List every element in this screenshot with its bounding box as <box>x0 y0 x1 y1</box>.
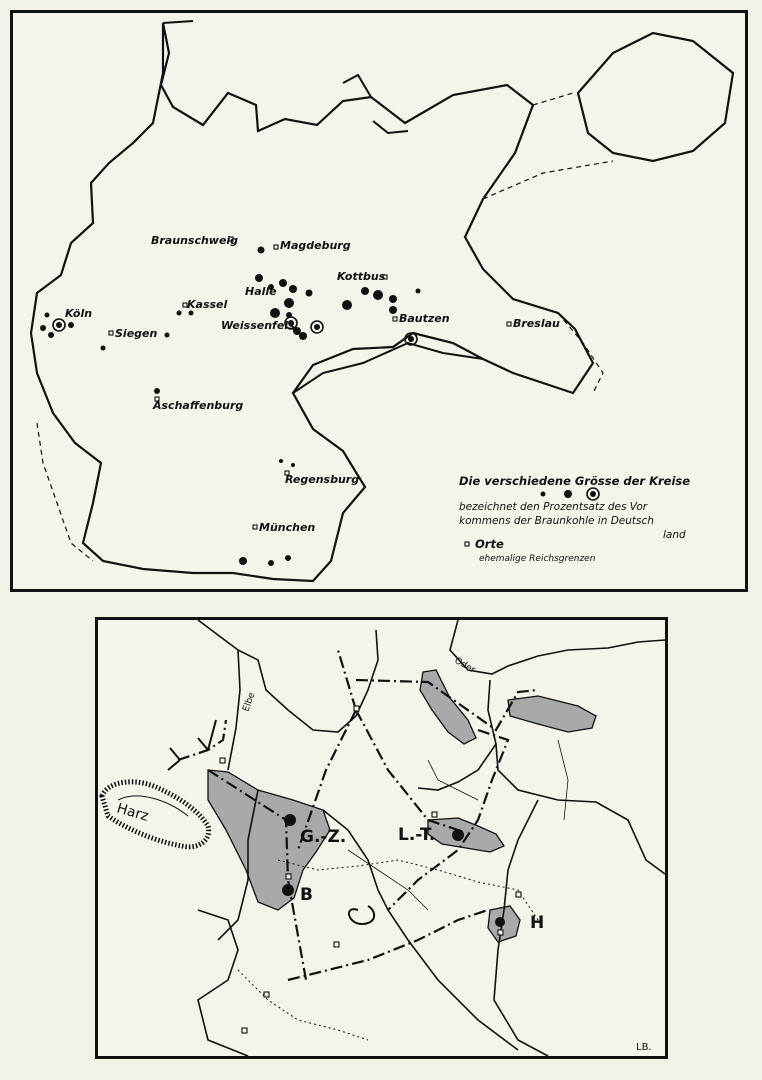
route-line <box>178 720 226 760</box>
deposit-dot <box>291 463 295 467</box>
legend <box>459 474 690 564</box>
coalfields-map-svg <box>98 620 665 1056</box>
deposit-dot <box>299 332 307 340</box>
region-label-h: H <box>530 913 545 933</box>
deposit-dot <box>279 279 287 287</box>
place-marker <box>498 930 503 935</box>
city-label-kottbus: Kottbus <box>337 270 386 283</box>
deposit-dot <box>342 300 352 310</box>
city-label-breslau: Breslau <box>513 317 560 330</box>
deposit-dot <box>279 459 283 463</box>
artist-signature: LB. <box>636 1042 652 1053</box>
city-marker <box>274 245 278 249</box>
germany-map-svg <box>13 13 745 589</box>
branch-line <box>168 720 216 770</box>
river-label-elbe: Elbe <box>241 691 258 714</box>
city-label-koeln: Köln <box>65 307 93 320</box>
legend-places-label: Orte <box>475 537 504 551</box>
legend-dot-medium <box>564 490 572 498</box>
deposit-dot <box>45 313 50 318</box>
city-label-magdeburg: Magdeburg <box>280 239 351 252</box>
deposit-dot <box>306 290 313 297</box>
deposit-dot <box>101 346 106 351</box>
region-label-lt: L.-T. <box>398 825 436 845</box>
deposit-dot <box>255 274 263 282</box>
north-coast <box>163 21 408 133</box>
route-line <box>356 710 458 830</box>
place-marker <box>220 758 225 763</box>
deposit-dot <box>154 388 160 394</box>
legend-line-3: kommens der Braunkohle in Deutsch <box>459 515 654 527</box>
minor-river <box>558 740 568 820</box>
region-label-gz: G.-Z. <box>300 827 347 847</box>
city-label-regensburg: Regensburg <box>285 473 360 486</box>
harz-label: Harz <box>114 800 151 825</box>
minor-river <box>428 760 478 800</box>
city-marker <box>393 317 397 321</box>
legend-line-2: bezeichnet den Prozentsatz des Vor <box>459 501 648 513</box>
deposit-dot <box>284 298 294 308</box>
coalfield-oder-2 <box>508 696 596 732</box>
coalfield-areas <box>208 670 596 942</box>
major-deposit-core <box>56 322 62 328</box>
city-label-aschaffenburg: Aschaffenburg <box>153 399 244 412</box>
place-marker <box>264 992 269 997</box>
deposit-dot <box>40 325 46 331</box>
city-marker <box>507 322 511 326</box>
deposit-dot <box>48 332 54 338</box>
major-deposit-core <box>408 336 414 342</box>
small-loop <box>349 906 374 924</box>
legend-dot-small <box>541 492 546 497</box>
place-marker <box>286 874 291 879</box>
region-label-b: B <box>300 885 313 905</box>
germany-border <box>31 23 593 581</box>
city-label-kassel: Kassel <box>187 298 228 311</box>
legend-dot-large-core <box>590 491 596 497</box>
deposit-dot <box>361 287 369 295</box>
place-marker <box>432 812 437 817</box>
deposit-dot <box>389 295 397 303</box>
place-marker <box>354 706 359 711</box>
coalfield-center-b <box>282 884 294 896</box>
legend-borders-label: ehemalige Reichsgrenzen <box>479 554 596 564</box>
city-label-siegen: Siegen <box>115 327 158 340</box>
legend-place-marker <box>465 542 469 546</box>
deposit-dot <box>270 308 280 318</box>
oder-river <box>450 620 665 674</box>
coalfield-center-h <box>495 917 505 927</box>
deposit-dot <box>289 285 297 293</box>
minor-river <box>348 850 428 910</box>
place-marker <box>334 942 339 947</box>
deposit-dot <box>239 557 247 565</box>
city-label-braunschweig: Braunschweig <box>151 234 239 247</box>
central-germany-coalfields-map <box>95 617 668 1059</box>
coalfield-center-lt <box>452 829 464 841</box>
deposit-dot <box>285 555 291 561</box>
east-prussia-border <box>578 33 733 161</box>
deposit-dot <box>68 322 74 328</box>
elbe-branch <box>228 650 240 770</box>
city-label-weissenfels: Weissenfels <box>221 319 295 332</box>
river-label-oder: Oder <box>452 655 477 676</box>
city-marker <box>253 525 257 529</box>
river-east-2 <box>418 744 496 790</box>
place-marker <box>242 1028 247 1033</box>
major-deposit-core <box>314 324 320 330</box>
deposit-dot <box>258 247 265 254</box>
legend-line-1: Die verschiedene Grösse der Kreise <box>459 474 691 488</box>
deposit-dot <box>177 311 182 316</box>
city-label-halle: Halle <box>245 285 277 298</box>
germany-lignite-map <box>10 10 748 592</box>
place-marker <box>516 892 521 897</box>
elbe-river <box>198 620 378 732</box>
deposit-dot <box>416 289 421 294</box>
deposit-dot <box>189 311 194 316</box>
deposit-dot <box>268 560 274 566</box>
route-line <box>288 910 488 980</box>
city-label-bautzen: Bautzen <box>399 312 450 325</box>
deposit-dot <box>389 306 397 314</box>
deposit-dot <box>373 290 383 300</box>
coalfield-center-gz <box>284 814 296 826</box>
bohemia-border <box>293 343 483 393</box>
deposit-dot <box>165 333 170 338</box>
city-marker <box>109 331 113 335</box>
city-label-muenchen: München <box>259 521 316 534</box>
river-west-low <box>198 910 248 1056</box>
legend-line-4: land <box>663 529 686 541</box>
